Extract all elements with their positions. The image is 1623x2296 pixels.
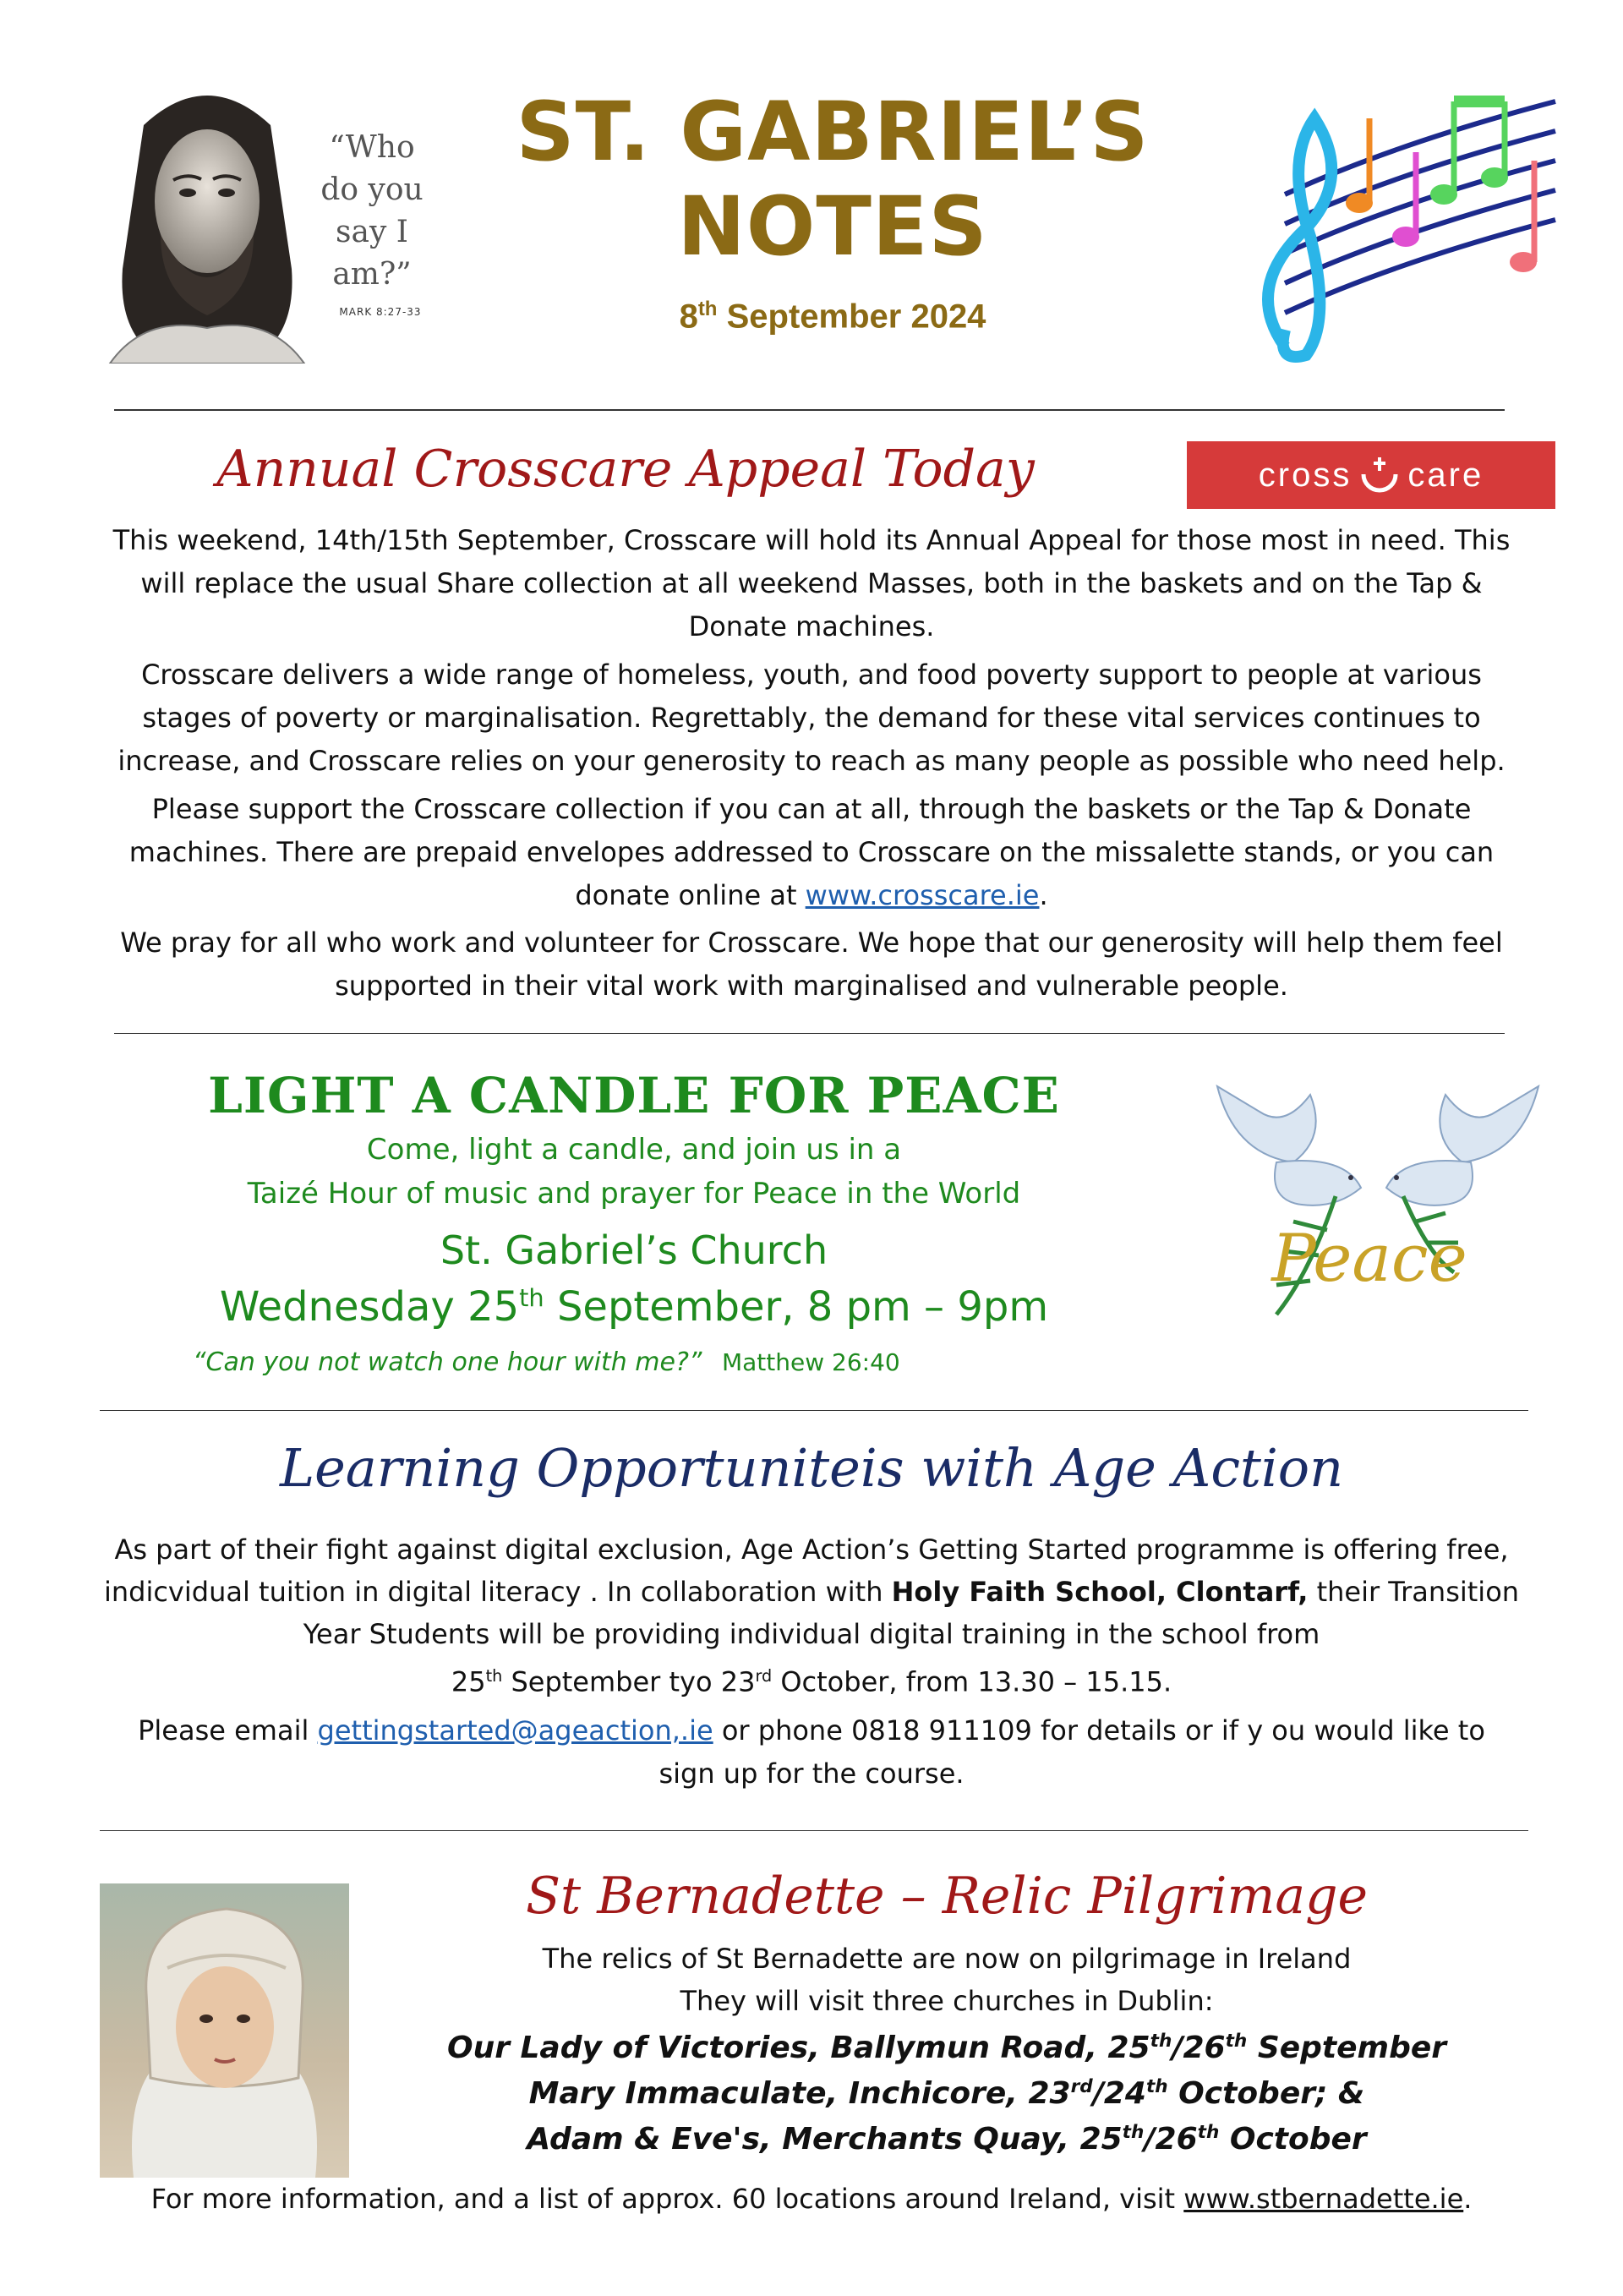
date-rest: September 2024: [726, 298, 986, 336]
church-2-sup-1: rd: [1070, 2076, 1093, 2097]
crosscare-paragraph-2: Crosscare delivers a wide range of homeless, youth, and food poverty support to people at various stages of poverty or marginalisation. Regrettably, the demand for these vital services continues to increase, and Crosscare relies on your generosity to reach as many people as possible who need help.: [117, 659, 1506, 777]
divider-rule: [100, 1830, 1528, 1831]
bernadette-footer: [68, 2183, 1555, 2215]
candle-line-1: Come, light a candle, and join us in a: [366, 1133, 902, 1167]
church-2-mid: /24: [1092, 2076, 1146, 2111]
candle-heading: LIGHT A CANDLE FOR PEACE: [208, 1067, 1060, 1124]
age-action-email-link[interactable]: gettingstarted@ageaction,.ie: [317, 1714, 713, 1747]
age-p1-d1-sup: th: [485, 1666, 503, 1686]
newsletter-title: [440, 85, 1226, 274]
candle-quote-ref: Matthew 26:40: [721, 1348, 900, 1376]
candle-line-2: Taizé Hour of music and prayer for Peace in the World: [247, 1177, 1021, 1211]
age-p1-d2-sup: rd: [755, 1666, 773, 1686]
divider-rule: [100, 1410, 1528, 1411]
title-line-2: NOTES: [677, 179, 988, 274]
age-action-paragraph-1: [89, 1528, 1534, 1703]
church-2-text: Mary Immaculate, Inchicore, 23: [528, 2076, 1071, 2111]
cross-care-emblem-icon: [1360, 456, 1399, 495]
age-action-paragraph-2: [110, 1709, 1513, 1796]
crosscare-paragraph-3: [101, 788, 1522, 917]
divider-rule: [114, 1033, 1505, 1034]
stbernadette-website-link[interactable]: www.stbernadette.ie: [1183, 2183, 1464, 2215]
age-p1-d1: 25: [451, 1665, 486, 1698]
age-p1-school: Holy Faith School, Clontarf,: [891, 1576, 1309, 1608]
candle-quote-line: [193, 1348, 1123, 1377]
crosscare-logo: [1187, 441, 1555, 509]
age-p1-mid: their Transition Year Students will be providing individual digital training in the school from: [303, 1576, 1520, 1650]
age-p2-start: Please email: [138, 1714, 309, 1747]
church-1-sup-1: th: [1150, 2031, 1172, 2052]
church-3-sup-1: th: [1122, 2122, 1145, 2143]
candle-datetime: [152, 1283, 1116, 1331]
title-line-1: ST. GABRIEL’S: [516, 85, 1150, 179]
candle-time: September, 8 pm – 9pm: [544, 1283, 1049, 1331]
scripture-quote: “Who do you say I am?”: [320, 130, 424, 292]
church-3-end: October: [1219, 2122, 1367, 2157]
bernadette-footer-end: .: [1463, 2183, 1473, 2215]
church-1-end: September: [1247, 2031, 1447, 2065]
candle-day-suffix: th: [519, 1283, 544, 1312]
crosscare-heading: Annual Crosscare Appeal Today: [216, 440, 1035, 499]
bernadette-church-1: [363, 2031, 1530, 2065]
crosscare-p3-text: Please support the Crosscare collection if you can at all, through the baskets or the Tap & Donate machines. There are prepaid envelopes addressed to Crosscare on the missalette stands, or you can donate online at: [128, 793, 1495, 911]
crosscare-paragraph-1: This weekend, 14th/15th September, Crosscare will hold its Annual Appeal for those most in need. This will replace the usual Share collection at all weekend Masses, both in the baskets and on the Tap & Donate machines.: [112, 524, 1511, 642]
church-1-mid: /26: [1172, 2031, 1226, 2065]
age-p2-end: or phone 0818 911109 for details or if y ou would like to sign up for the course.: [658, 1714, 1485, 1790]
candle-day: Wednesday 25: [219, 1283, 520, 1331]
age-action-heading: Learning Opportuniteis with Age Action: [279, 1437, 1344, 1499]
church-1-text: Our Lady of Victories, Ballymun Road, 25: [446, 2031, 1150, 2065]
church-2-end: October; &: [1167, 2076, 1365, 2111]
bernadette-church-3: [363, 2122, 1530, 2157]
church-2-sup-2: th: [1145, 2076, 1168, 2097]
date-suffix: th: [697, 298, 718, 320]
date-day: 8: [679, 298, 698, 336]
church-3-sup-2: th: [1197, 2122, 1220, 2143]
crosscare-paragraph-4: We pray for all who work and volunteer for Crosscare. We hope that our generosity will help them feel supported in their vital work with marginalised and vulnerable people.: [120, 927, 1503, 1002]
bernadette-footer-text: For more information, and a list of approx. 60 locations around Ireland, visit: [150, 2183, 1176, 2215]
church-3-text: Adam & Eve's, Merchants Quay, 25: [527, 2122, 1123, 2157]
divider-rule: [114, 409, 1505, 411]
scripture-reference: MARK 8:27-33: [339, 306, 422, 318]
age-p1-end: October, from 13.30 – 15.15.: [772, 1665, 1172, 1698]
peace-doves-image: [1183, 1061, 1555, 1374]
crosscare-logo-left: cross: [1258, 456, 1352, 494]
crosscare-website-link[interactable]: www.crosscare.ie: [805, 879, 1040, 911]
age-p1-start: As part of their fight against digital exclusion, Age Action’s Getting Started programme is offering free, indicvidual tuition in digital literacy . In collaboration with: [103, 1533, 1509, 1608]
peace-word: Peace: [1271, 1221, 1467, 1297]
crosscare-logo-right: care: [1407, 456, 1484, 494]
st-bernadette-portrait-image: [100, 1883, 349, 2178]
newsletter-date: [440, 298, 1226, 336]
church-3-mid: /26: [1144, 2122, 1198, 2157]
bernadette-church-2: [363, 2076, 1530, 2111]
jesus-portrait-image: [93, 74, 321, 364]
bernadette-line-1: The relics of St Bernadette are now on pilgrimage in Ireland: [542, 1943, 1352, 1975]
church-1-sup-2: th: [1225, 2031, 1248, 2052]
candle-quote: “Can you not watch one hour with me?”: [193, 1348, 702, 1377]
bernadette-line-2: They will visit three churches in Dublin:: [680, 1985, 1214, 2017]
music-notes-image: [1226, 68, 1564, 372]
crosscare-p3-end: .: [1039, 879, 1048, 911]
candle-church: St. Gabriel’s Church: [440, 1227, 828, 1273]
bernadette-heading: St Bernadette – Relic Pilgrimage: [525, 1867, 1369, 1926]
age-p1-d2: September tyo 23: [502, 1665, 756, 1698]
